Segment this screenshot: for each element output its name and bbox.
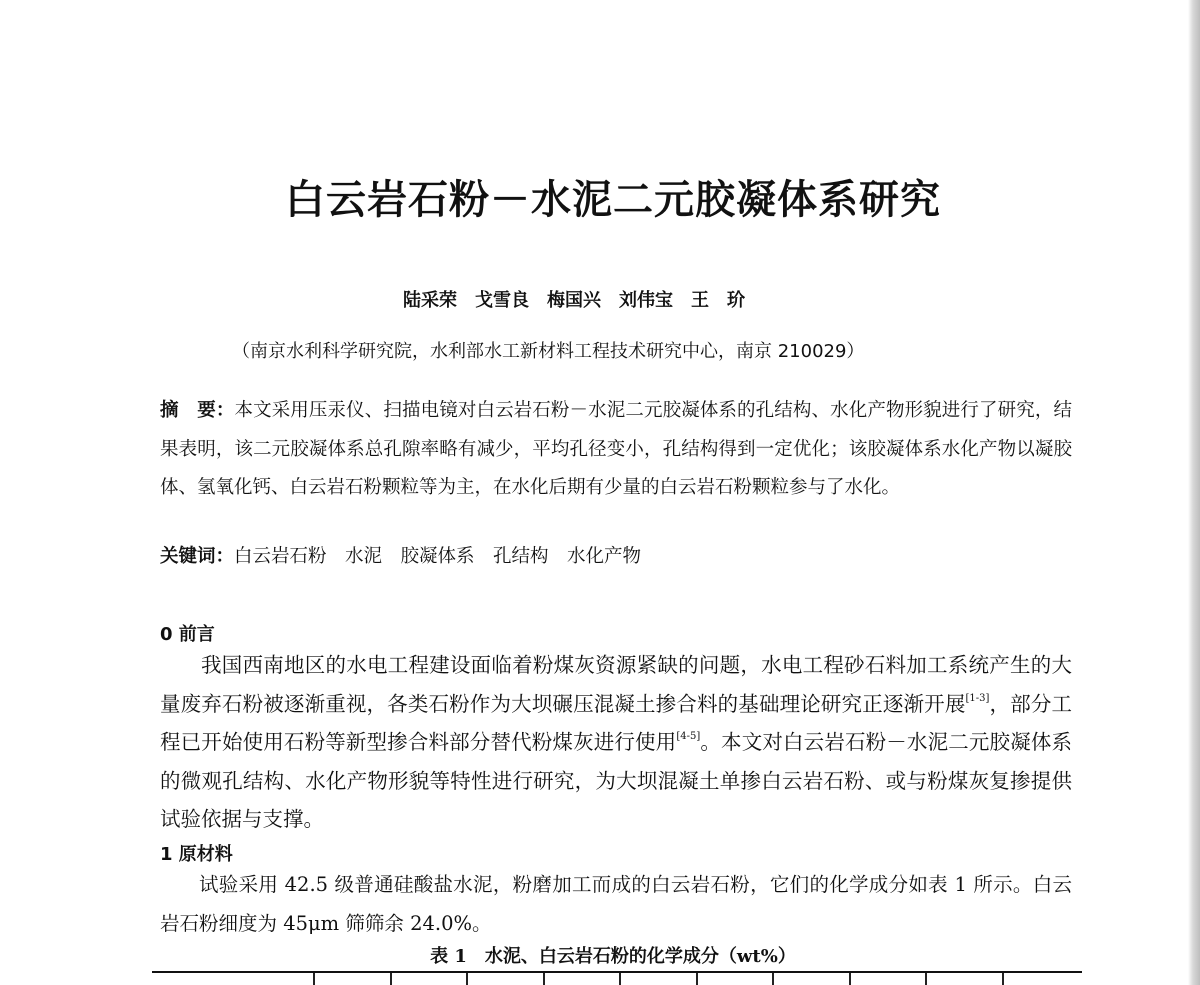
keywords-text: 白云岩石粉 水泥 胶凝体系 孔结构 水化产物 (234, 546, 642, 567)
author-list: 陆采荣 戈雪良 梅国兴 刘伟宝 王 玠 (403, 290, 745, 311)
affiliation: （南京水利科学研究院，水利部水工新材料工程技术研究中心，南京 210029） (232, 341, 865, 362)
introduction-text-a: 我国西南地区的水电工程建设面临着粉煤灰资源紧缺的问题，水电工程砂石料加工系统产生的大量废弃石粉被逐渐重视，各类石粉作为大坝碾压混凝土掺合料的基础理论研究正逐渐开展 (160, 653, 1072, 716)
abstract-text: 本文采用压汞仪、扫描电镜对白云岩石粉－水泥二元胶凝体系的孔结构、水化产物形貌进行了研究，结果表明，该二元胶凝体系总孔隙率略有减少，平均孔径变小，孔结构得到一定优化；该胶凝体系水化产物以凝胶体、氢氧化钙、白云岩石粉颗粒等为主，在水化后期有少量的白云岩石粉颗粒参与了水化。 (160, 400, 1072, 498)
keywords-label: 关键词： (160, 546, 235, 567)
citation-ref-1-3: [1-3] (965, 692, 990, 704)
abstract (160, 392, 1072, 508)
table-column-divider (849, 973, 851, 985)
abstract-label: 摘 要： (160, 400, 235, 421)
introduction-text-c: 。本文对白云岩石粉－水泥二元胶凝体系的微观孔结构、水化产物形貌等特性进行研究，为大坝混凝土单掺白云岩石粉、或与粉煤灰复掺提供试验依据与支撑。 (160, 730, 1073, 831)
table-column-divider (772, 973, 774, 985)
table-column-divider (925, 973, 927, 985)
table-column-divider (466, 973, 468, 985)
keywords (160, 542, 641, 568)
introduction-paragraph (160, 646, 1072, 839)
section-heading-introduction: 0 前言 (160, 624, 215, 645)
introduction-text-b: ，部分工程已开始使用石粉等新型掺合料部分替代粉煤灰进行使用 (160, 691, 1073, 754)
table-column-divider (543, 973, 545, 985)
table-top-rule (152, 971, 1082, 973)
raw-materials-paragraph: 试验采用 42.5 级普通硅酸盐水泥，粉磨加工而成的白云岩石粉，它们的化学成分如表 1 所示。白云岩石粉细度为 45μm 筛筛余 24.0%。 (160, 873, 1072, 935)
table-caption: 表 1 水泥、白云岩石粉的化学成分（wt%） (430, 946, 796, 967)
table-column-divider (1002, 973, 1004, 985)
scan-page-edge-shadow (1188, 0, 1200, 985)
section-heading-raw-materials: 1 原材料 (160, 844, 233, 865)
table-column-divider (696, 973, 698, 985)
table-column-divider (619, 973, 621, 985)
table-column-divider (390, 973, 392, 985)
citation-ref-4-5: [4-5] (676, 731, 701, 742)
table-column-divider (313, 973, 315, 985)
paper-title: 白云岩石粉－水泥二元胶凝体系研究 (285, 177, 941, 223)
